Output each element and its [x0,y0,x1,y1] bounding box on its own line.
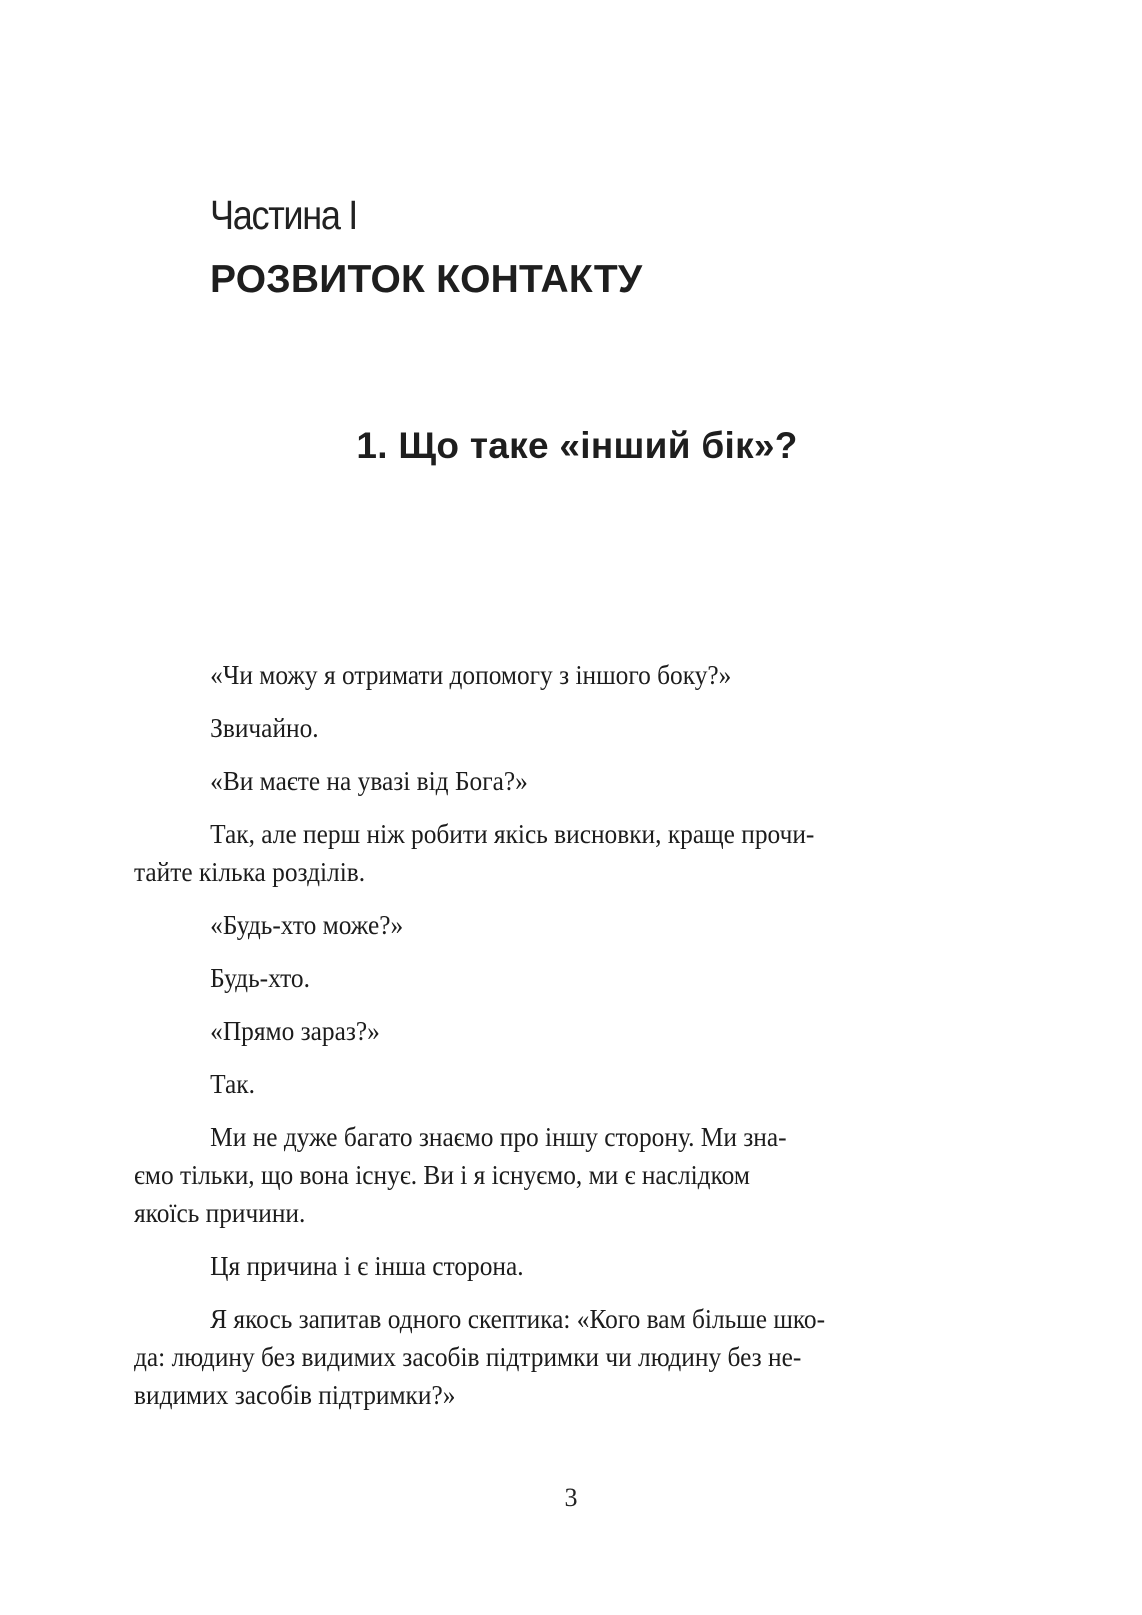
paragraph-line: да: людину без видимих засобів підтримки чи людину без не- [134,1342,802,1372]
paragraph-line: «Ви маєте на увазі від Бога?» [210,766,528,796]
paragraph-line: Будь-хто. [210,963,310,993]
chapter-title [0,425,1142,467]
paragraph-line: Так. [210,1069,255,1099]
paragraph-line: Ця причина і є інша сторона. [210,1251,524,1281]
part-title: РОЗВИТОК КОНТАКТУ [210,258,643,301]
paragraph-line: Ми не дуже багато знаємо про іншу сторону. Ми зна- [210,1122,787,1152]
paragraph-line: «Будь-хто може?» [210,910,404,940]
paragraph-line: Звичайно. [210,713,319,743]
paragraph-line: видимих засобів підтримки?» [134,1380,456,1410]
paragraph-line: якоїсь причини. [134,1198,306,1228]
part-label: Частина I [210,192,358,238]
paragraph-line: «Прямо зараз?» [210,1016,380,1046]
paragraph-line: ємо тільки, що вона існує. Ви і я існуємо, ми є наслідком [134,1160,750,1190]
paragraph-line: Я якось запитав одного скептика: «Кого вам більше шко- [210,1304,826,1334]
chapter-title-text: 1. Що таке «інший бік»? [356,425,798,466]
paragraph-line: Так, але перш ніж робити якісь висновки, краще прочи- [210,819,815,849]
paragraph-line: «Чи можу я отримати допомогу з іншого боку?» [210,660,732,690]
paragraph-line: тайте кілька розділів. [134,857,366,887]
body-text [134,656,976,1414]
page-number: 3 [564,1483,578,1512]
